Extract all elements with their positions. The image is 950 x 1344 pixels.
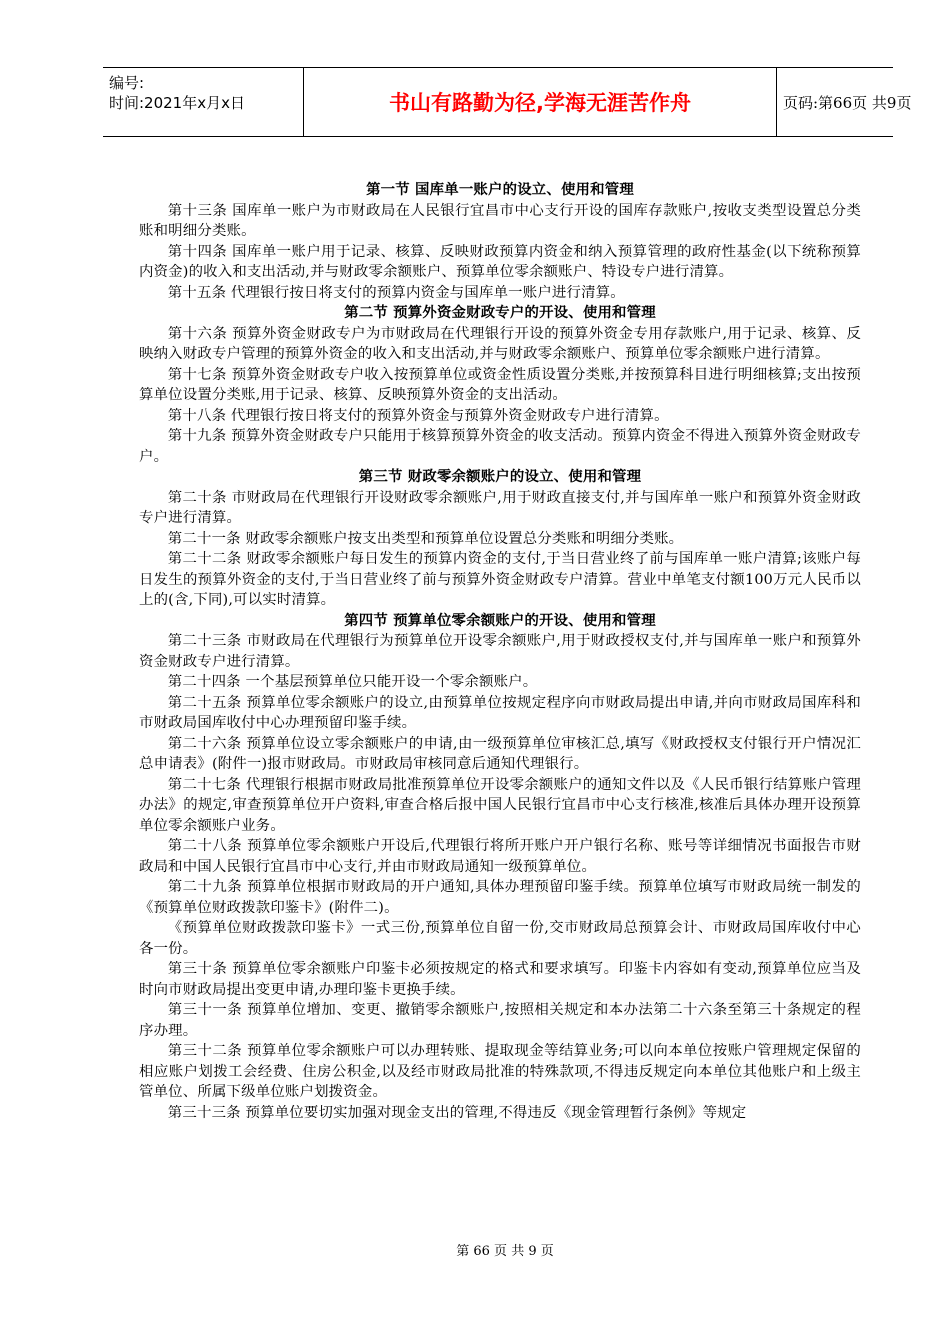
article-paragraph: 第十五条 代理银行按日将支付的预算内资金与国库单一账户进行清算。 xyxy=(167,284,625,301)
section-heading: 第三节 财政零余额账户的设立、使用和管理 xyxy=(358,469,642,485)
article-paragraph: 第二十九条 预算单位根据市财政局的开户通知,具体办理预留印鉴手续。预算单位填写市财政局统一制发的《预算单位财政拨款印鉴卡》(附件二)。 xyxy=(139,879,861,916)
article-paragraph: 第十六条 预算外资金财政专户为市财政局在代理银行开设的预算外资金专用存款账户,用于记录、核算、反映纳入财政专户管理的预算外资金的收入和支出活动,并与财政零余额账户、预算单位零余额账户进行清算。 xyxy=(139,325,861,362)
page-footer: 第 66 页 共 9 页 xyxy=(456,1244,554,1259)
article-paragraph: 第二十三条 市财政局在代理银行为预算单位开设零余额账户,用于财政授权支付,并与国库单一账户和预算外资金财政专户进行清算。 xyxy=(139,633,861,670)
header-time: 时间:2021年x月x日 xyxy=(109,94,245,112)
page-header xyxy=(103,67,912,137)
header-page-number: 页码:第66页 共9页 xyxy=(783,93,912,112)
article-paragraph: 第三十二条 预算单位零余额账户可以办理转账、提取现金等结算业务;可以向本单位按账户管理规定保留的相应账户划拨工会经费、住房公积金,以及经市财政局批准的特殊款项,不得违反规定向本单位其他账户和上级主管单位、所属下级单位账户划拨资金。 xyxy=(139,1043,861,1100)
article-paragraph: 第二十二条 财政零余额账户每日发生的预算内资金的支付,于当日营业终了前与国库单一账户清算;该账户每日发生的预算外资金的支付,于当日营业终了前与预算外资金财政专户清算。营业中单笔支付额100万元人民币以上的(含,下同),可以实时清算。 xyxy=(139,551,861,608)
header-page-cell xyxy=(777,68,912,136)
article-paragraph: 第十九条 预算外资金财政专户只能用于核算预算外资金的收支活动。预算内资金不得进入预算外资金财政专户。 xyxy=(139,428,861,465)
article-paragraph: 第二十一条 财政零余额账户按支出类型和预算单位设置总分类账和明细分类账。 xyxy=(167,530,684,547)
article-paragraph: 第二十八条 预算单位零余额账户开设后,代理银行将所开账户开户银行名称、账号等详细情况书面报告市财政局和中国人民银行宜昌市中心支行,并由市财政局通知一级预算单位。 xyxy=(139,838,861,875)
article-paragraph: 《预算单位财政拨款印鉴卡》一式三份,预算单位自留一份,交市财政局总预算会计、市财政局国库收付中心各一份。 xyxy=(139,920,861,957)
article-paragraph: 第十七条 预算外资金财政专户收入按预算单位或资金性质设置分类账,并按预算科目进行明细核算;支出按预算单位设置分类账,用于记录、核算、反映预算外资金的支出活动。 xyxy=(139,366,861,403)
article-paragraph: 第二十六条 预算单位设立零余额账户的申请,由一级预算单位审核汇总,填写《财政授权支付银行开户情况汇总申请表》(附件一)报市财政局。市财政局审核同意后通知代理银行。 xyxy=(139,735,861,772)
article-paragraph: 第十三条 国库单一账户为市财政局在人民银行宜昌市中心支行开设的国库存款账户,按收支类型设置总分类账和明细分类账。 xyxy=(139,202,861,239)
section-heading: 第一节 国库单一账户的设立、使用和管理 xyxy=(366,182,634,198)
document-body xyxy=(139,180,861,1123)
section-heading: 第四节 预算单位零余额账户的开设、使用和管理 xyxy=(344,612,656,629)
article-paragraph: 第二十四条 一个基层预算单位只能开设一个零余额账户。 xyxy=(167,674,538,690)
article-paragraph: 第二十条 市财政局在代理银行开设财政零余额账户,用于财政直接支付,并与国库单一账户和预算外资金财政专户进行清算。 xyxy=(139,489,861,526)
article-paragraph: 第三十一条 预算单位增加、变更、撤销零余额账户,按照相关规定和本办法第二十六条至第三十条规定的程序办理。 xyxy=(139,1002,861,1039)
article-paragraph: 第十四条 国库单一账户用于记录、核算、反映财政预算内资金和纳入预算管理的政府性基金(以下统称预算内资金)的收入和支出活动,并与财政零余额账户、预算单位零余额账户、特设专户进行清算。 xyxy=(139,243,861,280)
article-paragraph: 第三十三条 预算单位要切实加强对现金支出的管理,不得违反《现金管理暂行条例》等规定 xyxy=(167,1104,747,1121)
article-paragraph: 第十八条 代理银行按日将支付的预算外资金与预算外资金财政专户进行清算。 xyxy=(167,407,669,424)
article-paragraph: 第二十七条 代理银行根据市财政局批准预算单位开设零余额账户的通知文件以及《人民币银行结算账户管理办法》的规定,审查预算单位开户资料,审查合格后报中国人民银行宜昌市中心支行核准,核准后具体办理开设预算单位零余额账户业务。 xyxy=(139,776,861,834)
section-heading: 第二节 预算外资金财政专户的开设、使用和管理 xyxy=(344,305,656,321)
article-paragraph: 第三十条 预算单位零余额账户印鉴卡必须按规定的格式和要求填写。印鉴卡内容如有变动,预算单位应当及时向市财政局提出变更申请,办理印鉴卡更换手续。 xyxy=(139,961,861,998)
header-meta xyxy=(103,68,304,136)
header-motto: 书山有路勤为径,学海无涯苦作舟 xyxy=(389,91,691,115)
header-number: 编号: xyxy=(109,74,145,92)
header-motto-cell xyxy=(304,68,777,136)
article-paragraph: 第二十五条 预算单位零余额账户的设立,由预算单位按规定程序向市财政局提出申请,并向市财政局国库科和市财政局国库收付中心办理预留印鉴手续。 xyxy=(139,694,861,731)
